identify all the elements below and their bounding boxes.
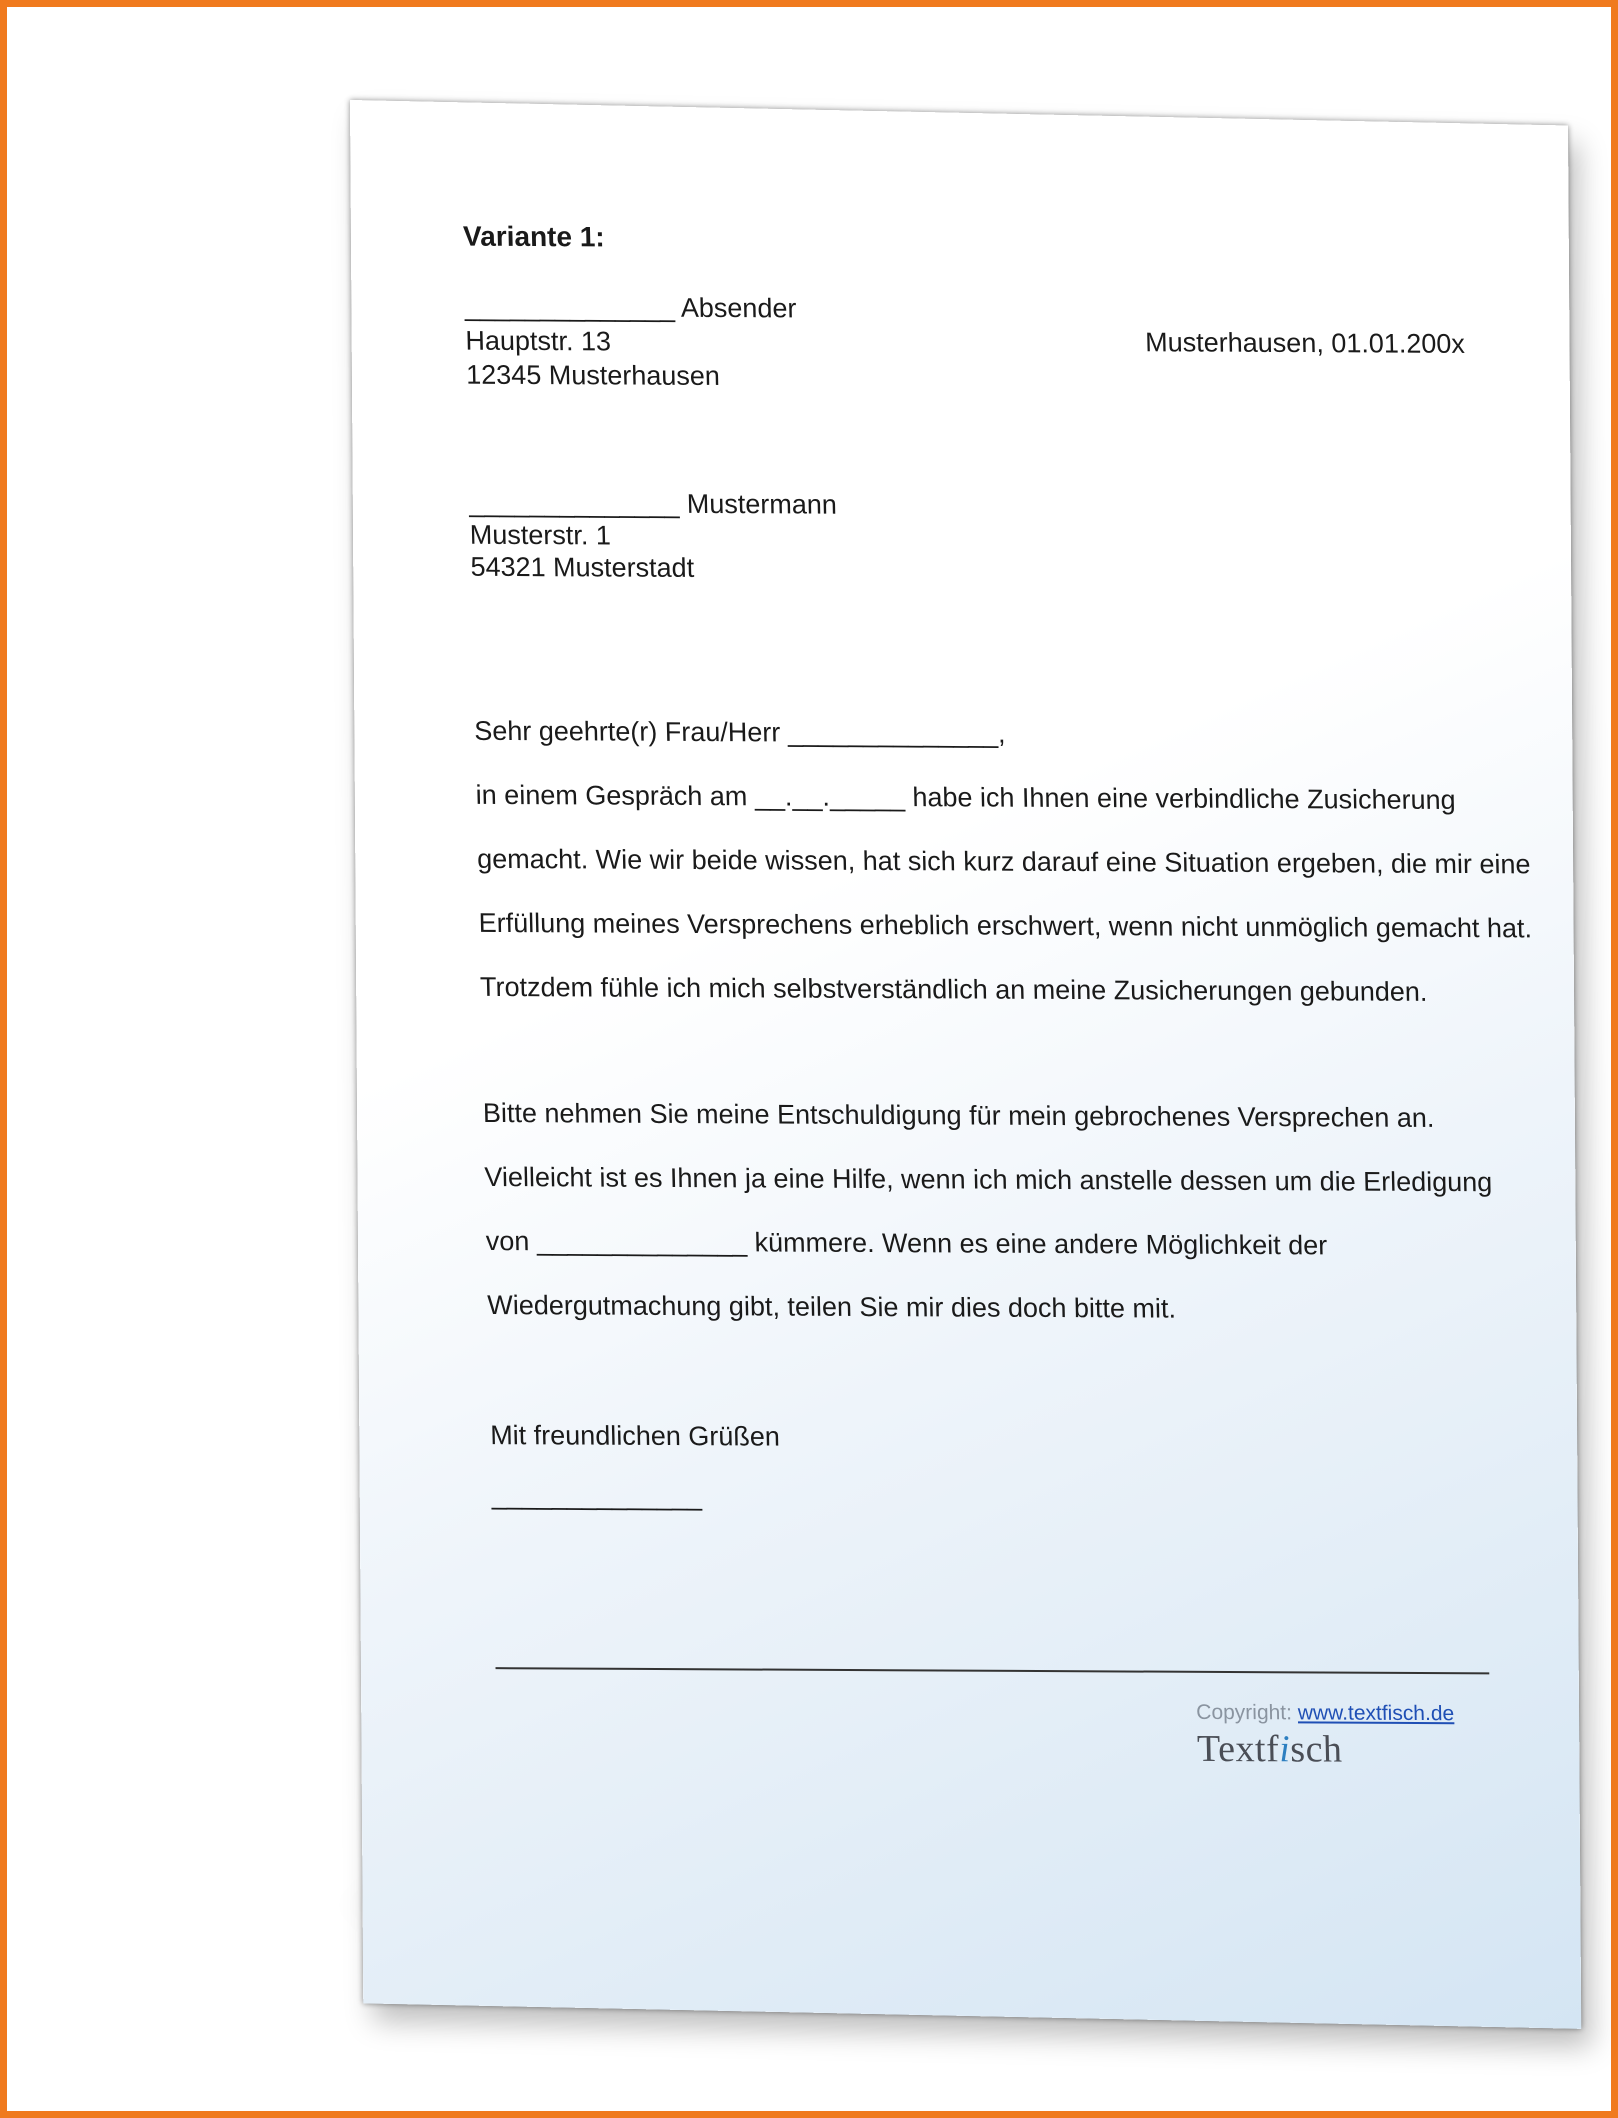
sender-city: 12345 Musterhausen [465,359,721,392]
fish-icon: i [1278,1728,1291,1771]
sender-name-line: ______________ Absender [464,291,797,324]
date-place: Musterhausen, 01.01.200x [1144,327,1466,359]
paragraph1-line: Erfüllung meines Versprechens erheblich erschwert, wenn nicht unmöglich gemacht hat. [478,907,1533,944]
closing: Mit freundlichen Grüßen [489,1420,781,1452]
paragraph1-line: in einem Gespräch am __.__._____ habe ich Ihnen eine verbindliche Zusicherung [475,779,1456,815]
paragraph1-line: gemacht. Wie wir beide wissen, hat sich kurz darauf eine Situation ergeben, die mir eine [476,843,1531,880]
recipient-name-line: ______________ Mustermann [468,487,838,520]
recipient-city: 54321 Musterstadt [470,551,695,583]
salutation: Sehr geehrte(r) Frau/Herr ______________, [473,715,1006,749]
paragraph2-line: Bitte nehmen Sie meine Entschuldigung für mein gebrochenes Versprechen an. [482,1097,1435,1133]
document-page [350,100,1581,2029]
textfisch-logo: Textfisch [1196,1727,1343,1771]
copyright-notice [1196,1697,1455,1730]
paragraph2-line: Wiedergutmachung gibt, teilen Sie mir dies doch bitte mit. [486,1290,1177,1324]
paragraph1-line: Trotzdem fühle ich mich selbstverständlich an meine Zusicherungen gebunden. [479,971,1428,1007]
recipient-street: Musterstr. 1 [469,519,612,551]
letter-heading: Variante 1: [462,220,606,253]
footer-rule [496,1667,1490,1674]
document-content [350,100,1611,2010]
signature-line: ______________ [491,1480,703,1512]
copyright-label: Copyright: [1196,1700,1293,1725]
paragraph2-line: von ______________ kümmere. Wenn es eine andere Möglichkeit der [485,1225,1328,1261]
paragraph2-line: Vielleicht ist es Ihnen ja eine Hilfe, wenn ich mich anstelle dessen um die Erledigung [484,1161,1493,1198]
sender-street: Hauptstr. 13 [465,325,612,357]
website-link[interactable]: www.textfisch.de [1297,1701,1455,1726]
